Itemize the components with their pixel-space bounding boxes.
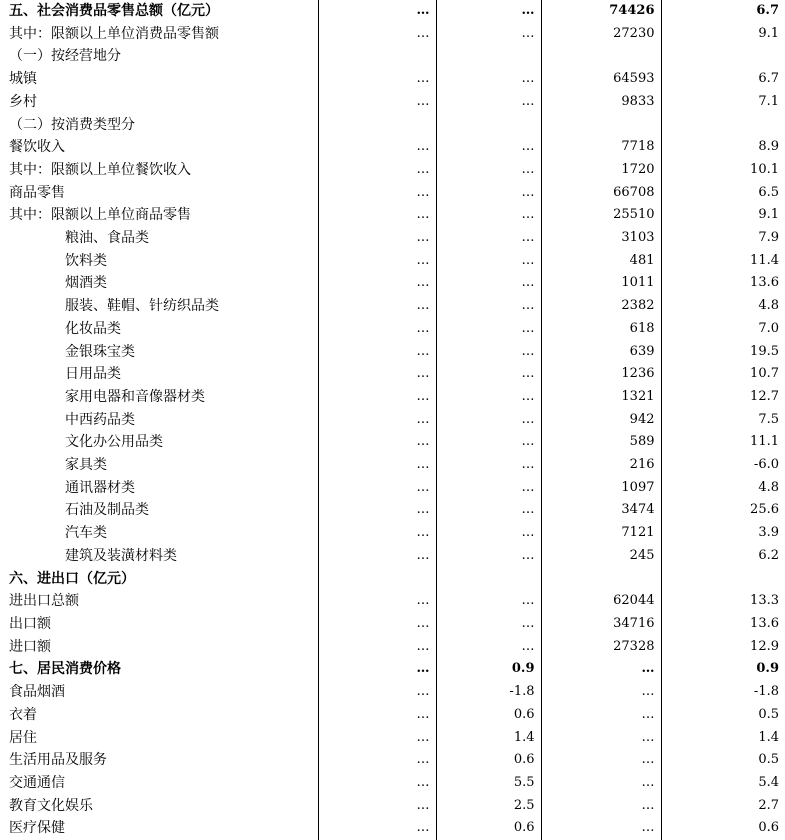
value-col-2: 5.5	[436, 772, 541, 795]
row-label: 金银珠宝类	[65, 343, 135, 360]
value-col-2: 0.6	[436, 749, 541, 772]
value-col-1: …	[318, 227, 436, 250]
value-col-1: …	[318, 0, 436, 23]
value-col-2: …	[436, 545, 541, 568]
table-row	[0, 545, 785, 568]
value-col-4	[661, 45, 785, 68]
value-col-3: 27328	[541, 636, 661, 659]
value-col-3: …	[541, 817, 661, 840]
value-col-4: 7.0	[661, 318, 785, 341]
value-col-3: 589	[541, 431, 661, 454]
value-col-2: …	[436, 431, 541, 454]
value-col-3: 3103	[541, 227, 661, 250]
value-col-1: …	[318, 613, 436, 636]
value-col-3: 2382	[541, 295, 661, 318]
value-col-1: …	[318, 363, 436, 386]
value-col-3: 1011	[541, 272, 661, 295]
table-row	[0, 114, 785, 137]
row-label: 日用品类	[65, 366, 121, 383]
value-col-2: 0.6	[436, 704, 541, 727]
value-col-1: …	[318, 295, 436, 318]
value-col-4: 4.8	[661, 295, 785, 318]
value-col-3	[541, 568, 661, 591]
value-col-1: …	[318, 727, 436, 750]
value-col-2: …	[436, 522, 541, 545]
table-row	[0, 431, 785, 454]
value-col-4: -1.8	[661, 681, 785, 704]
value-col-3: …	[541, 658, 661, 681]
table-row	[0, 204, 785, 227]
table-row	[0, 522, 785, 545]
value-col-2: …	[436, 272, 541, 295]
value-col-4: 19.5	[661, 341, 785, 364]
table-row	[0, 454, 785, 477]
row-label: （二）按消费类型分	[9, 116, 135, 133]
value-col-4: 9.1	[661, 204, 785, 227]
row-label: 家用电器和音像器材类	[65, 388, 205, 405]
value-col-2: …	[436, 363, 541, 386]
value-col-2: …	[436, 159, 541, 182]
value-col-4: 0.6	[661, 817, 785, 840]
value-col-1: …	[318, 545, 436, 568]
value-col-4: 6.2	[661, 545, 785, 568]
value-col-3: 66708	[541, 182, 661, 205]
row-label: 生活用品及服务	[9, 752, 107, 769]
row-label: 家具类	[65, 457, 107, 474]
value-col-4: 9.1	[661, 23, 785, 46]
value-col-3: 245	[541, 545, 661, 568]
value-col-2	[436, 114, 541, 137]
value-col-3: 216	[541, 454, 661, 477]
table-row	[0, 136, 785, 159]
value-col-1: …	[318, 590, 436, 613]
table-row	[0, 91, 785, 114]
value-col-2: …	[436, 454, 541, 477]
table-row	[0, 795, 785, 818]
table-row	[0, 272, 785, 295]
table-row	[0, 45, 785, 68]
row-label: 乡村	[9, 93, 37, 110]
row-label: 城镇	[9, 71, 37, 88]
value-col-2: …	[436, 409, 541, 432]
table-row	[0, 477, 785, 500]
value-col-4: 10.1	[661, 159, 785, 182]
value-col-1: …	[318, 658, 436, 681]
value-col-3: 1097	[541, 477, 661, 500]
value-col-2: …	[436, 341, 541, 364]
row-label: 饮料类	[65, 252, 107, 269]
row-label: 通讯器材类	[65, 479, 135, 496]
value-col-1: …	[318, 182, 436, 205]
row-label: （一）按经营地分	[9, 48, 121, 65]
row-label: 五、社会消费品零售总额（亿元）	[9, 3, 219, 19]
table-row	[0, 0, 785, 23]
value-col-3: 74426	[541, 0, 661, 23]
row-label: 其中：限额以上单位消费品零售额	[9, 25, 219, 42]
value-col-4: 13.6	[661, 613, 785, 636]
value-col-4: 2.7	[661, 795, 785, 818]
value-col-3: 34716	[541, 613, 661, 636]
table-row	[0, 409, 785, 432]
table-row	[0, 159, 785, 182]
row-label: 其中：限额以上单位商品零售	[9, 207, 191, 224]
row-label: 粮油、食品类	[65, 230, 149, 247]
row-label: 石油及制品类	[65, 502, 149, 519]
value-col-3: …	[541, 749, 661, 772]
value-col-3: 9833	[541, 91, 661, 114]
table-row	[0, 227, 785, 250]
value-col-1: …	[318, 477, 436, 500]
table-row	[0, 568, 785, 591]
row-label: 化妆品类	[65, 320, 121, 337]
value-col-1	[318, 45, 436, 68]
value-col-1: …	[318, 795, 436, 818]
value-col-1: …	[318, 272, 436, 295]
value-col-2: -1.8	[436, 681, 541, 704]
value-col-4: 13.3	[661, 590, 785, 613]
value-col-3: …	[541, 704, 661, 727]
value-col-4: -6.0	[661, 454, 785, 477]
value-col-2	[436, 45, 541, 68]
value-col-4: 8.9	[661, 136, 785, 159]
table-row	[0, 318, 785, 341]
value-col-1: …	[318, 681, 436, 704]
row-label: 服装、鞋帽、针纺织品类	[65, 298, 219, 315]
row-label: 交通通信	[9, 774, 65, 791]
value-col-4: 7.5	[661, 409, 785, 432]
value-col-2: …	[436, 136, 541, 159]
value-col-2: …	[436, 613, 541, 636]
value-col-1: …	[318, 817, 436, 840]
value-col-2	[436, 568, 541, 591]
table-row	[0, 613, 785, 636]
value-col-2: …	[436, 477, 541, 500]
value-col-1: …	[318, 204, 436, 227]
value-col-4: 6.5	[661, 182, 785, 205]
value-col-2: …	[436, 182, 541, 205]
row-label: 汽车类	[65, 525, 107, 542]
row-label: 医疗保健	[9, 820, 65, 837]
value-col-1: …	[318, 136, 436, 159]
table-row	[0, 68, 785, 91]
value-col-1: …	[318, 454, 436, 477]
value-col-2: …	[436, 0, 541, 23]
row-label: 烟酒类	[65, 275, 107, 292]
value-col-2: 2.5	[436, 795, 541, 818]
value-col-4: 6.7	[661, 68, 785, 91]
value-col-3: 7718	[541, 136, 661, 159]
value-col-2: …	[436, 636, 541, 659]
value-col-2: 0.6	[436, 817, 541, 840]
value-col-2: 1.4	[436, 727, 541, 750]
table-row	[0, 727, 785, 750]
value-col-4: 25.6	[661, 499, 785, 522]
row-label: 教育文化娱乐	[9, 797, 93, 814]
value-col-3: 1321	[541, 386, 661, 409]
value-col-3: 1236	[541, 363, 661, 386]
row-label: 其中：限额以上单位餐饮收入	[9, 161, 191, 178]
value-col-3: 618	[541, 318, 661, 341]
value-col-4: 12.7	[661, 386, 785, 409]
table-row	[0, 363, 785, 386]
value-col-4: 1.4	[661, 727, 785, 750]
value-col-1	[318, 568, 436, 591]
value-col-3	[541, 45, 661, 68]
value-col-3: 1720	[541, 159, 661, 182]
value-col-1: …	[318, 749, 436, 772]
value-col-1: …	[318, 522, 436, 545]
value-col-1: …	[318, 431, 436, 454]
value-col-2: …	[436, 23, 541, 46]
value-col-2: …	[436, 68, 541, 91]
value-col-4	[661, 568, 785, 591]
value-col-3: 481	[541, 250, 661, 273]
table-row	[0, 704, 785, 727]
value-col-2: …	[436, 295, 541, 318]
value-col-3: 942	[541, 409, 661, 432]
row-label: 七、居民消费价格	[9, 661, 121, 678]
table-row	[0, 772, 785, 795]
value-col-2: …	[436, 250, 541, 273]
value-col-4: 7.1	[661, 91, 785, 114]
value-col-3: 639	[541, 341, 661, 364]
row-label: 进出口总额	[9, 593, 79, 610]
row-label: 食品烟酒	[9, 684, 65, 701]
row-label: 衣着	[9, 706, 37, 723]
value-col-3: 25510	[541, 204, 661, 227]
value-col-3: 64593	[541, 68, 661, 91]
value-col-4: 4.8	[661, 477, 785, 500]
value-col-3: …	[541, 795, 661, 818]
table-row	[0, 341, 785, 364]
value-col-1: …	[318, 704, 436, 727]
value-col-1: …	[318, 68, 436, 91]
value-col-2: …	[436, 499, 541, 522]
value-col-3: …	[541, 772, 661, 795]
row-label: 建筑及装潢材料类	[65, 547, 177, 564]
value-col-2: …	[436, 204, 541, 227]
value-col-4	[661, 114, 785, 137]
table-row	[0, 295, 785, 318]
table-row	[0, 23, 785, 46]
value-col-4: 7.9	[661, 227, 785, 250]
table-row	[0, 658, 785, 681]
value-col-3: 3474	[541, 499, 661, 522]
value-col-1: …	[318, 23, 436, 46]
value-col-1: …	[318, 386, 436, 409]
value-col-1: …	[318, 772, 436, 795]
value-col-1	[318, 114, 436, 137]
value-col-4: 0.5	[661, 704, 785, 727]
row-label: 餐饮收入	[9, 139, 65, 156]
row-label: 居住	[9, 729, 37, 746]
row-label: 进口额	[9, 638, 51, 655]
value-col-4: 0.9	[661, 658, 785, 681]
value-col-1: …	[318, 91, 436, 114]
value-col-4: 5.4	[661, 772, 785, 795]
value-col-3: 7121	[541, 522, 661, 545]
table-row	[0, 681, 785, 704]
row-label: 六、进出口（亿元）	[9, 570, 135, 587]
value-col-3: …	[541, 681, 661, 704]
row-label: 商品零售	[9, 184, 65, 201]
value-col-3: 62044	[541, 590, 661, 613]
row-label: 文化办公用品类	[65, 434, 163, 451]
table-row	[0, 386, 785, 409]
value-col-1: …	[318, 636, 436, 659]
value-col-1: …	[318, 499, 436, 522]
table-row	[0, 250, 785, 273]
table-row	[0, 636, 785, 659]
value-col-4: 6.7	[661, 0, 785, 23]
value-col-4: 3.9	[661, 522, 785, 545]
row-label: 中西药品类	[65, 411, 135, 428]
value-col-2: …	[436, 227, 541, 250]
value-col-4: 13.6	[661, 272, 785, 295]
row-label: 出口额	[9, 615, 51, 632]
table-row	[0, 590, 785, 613]
table-row	[0, 182, 785, 205]
value-col-4: 12.9	[661, 636, 785, 659]
value-col-3: …	[541, 727, 661, 750]
value-col-1: …	[318, 341, 436, 364]
table-row	[0, 499, 785, 522]
value-col-2: …	[436, 91, 541, 114]
value-col-3	[541, 114, 661, 137]
value-col-1: …	[318, 409, 436, 432]
value-col-3: 27230	[541, 23, 661, 46]
value-col-1: …	[318, 159, 436, 182]
value-col-1: …	[318, 318, 436, 341]
table-row	[0, 749, 785, 772]
value-col-4: 11.4	[661, 250, 785, 273]
value-col-1: …	[318, 250, 436, 273]
value-col-2: …	[436, 590, 541, 613]
value-col-2: …	[436, 386, 541, 409]
value-col-4: 10.7	[661, 363, 785, 386]
value-col-4: 0.5	[661, 749, 785, 772]
value-col-2: 0.9	[436, 658, 541, 681]
value-col-2: …	[436, 318, 541, 341]
value-col-4: 11.1	[661, 431, 785, 454]
